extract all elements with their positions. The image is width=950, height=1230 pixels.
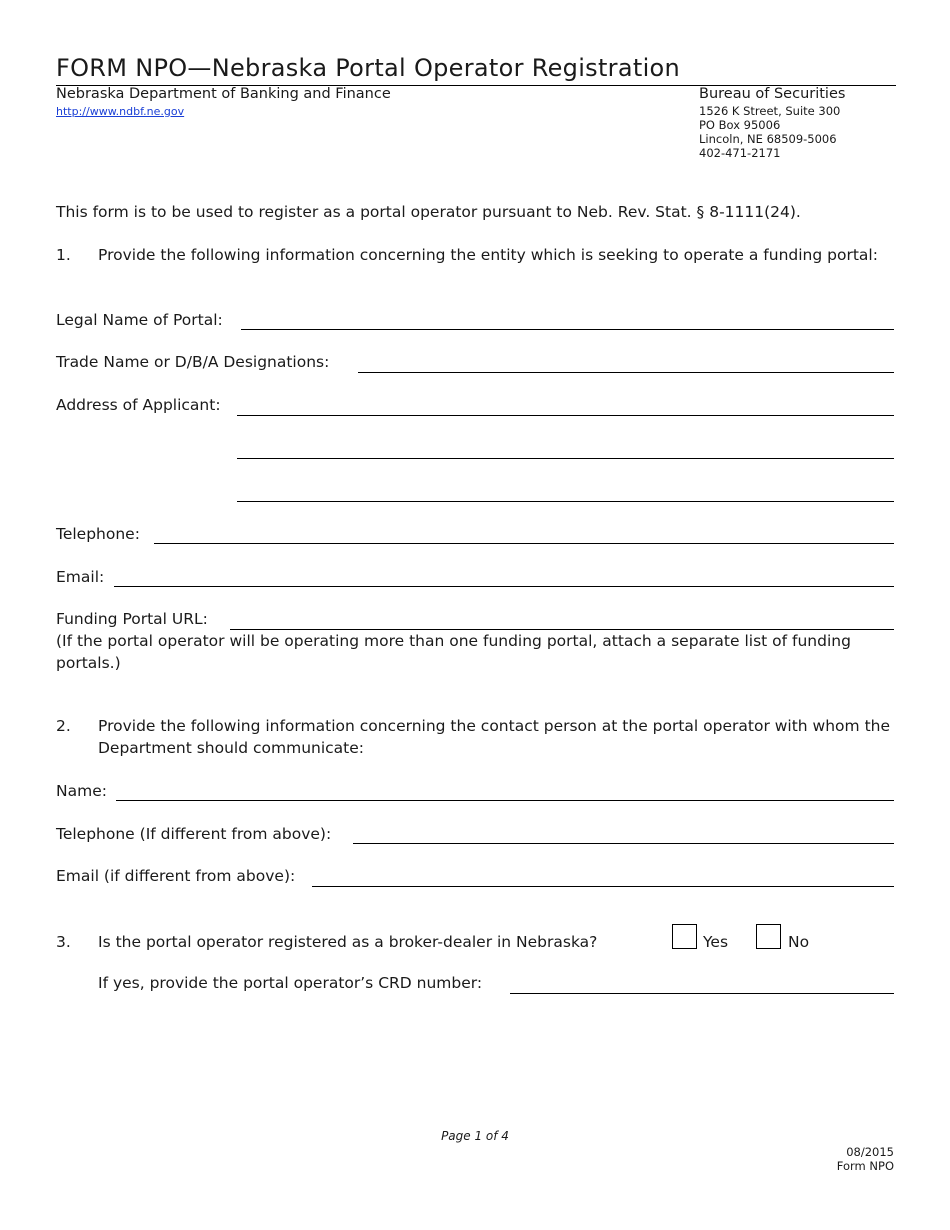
crd-number-label: If yes, provide the portal operator’s CRD number:: [98, 974, 483, 992]
trade-name-label: Trade Name or D/B/A Designations:: [56, 353, 330, 371]
section-2-instructions: Provide the following information concerning the contact person at the portal operator with whom the Department should communicate:: [98, 717, 891, 757]
bureau-address-line: Lincoln, NE 68509-5006: [699, 132, 837, 146]
page-number: Page 1 of 4: [441, 1129, 509, 1143]
yes-label: Yes: [703, 933, 729, 951]
no-label: No: [788, 933, 810, 951]
funding-portal-url-label: Funding Portal URL:: [56, 610, 208, 628]
telephone-field[interactable]: [154, 543, 894, 544]
contact-telephone-label: Telephone (If different from above):: [56, 825, 332, 843]
contact-email-label: Email (if different from above):: [56, 867, 296, 885]
address-field-line-2[interactable]: [237, 458, 894, 459]
section-1-number: 1.: [56, 246, 71, 264]
page-title: FORM NPO—Nebraska Portal Operator Registration: [56, 54, 681, 82]
bureau-address-line: PO Box 95006: [699, 118, 781, 132]
contact-name-label: Name:: [56, 782, 107, 800]
contact-telephone-field[interactable]: [353, 843, 894, 844]
section-3-number: 3.: [56, 933, 71, 951]
bureau-address-line: 1526 K Street, Suite 300: [699, 104, 841, 118]
address-field-line-3[interactable]: [237, 501, 894, 502]
yes-checkbox[interactable]: [672, 924, 697, 949]
department-name: Nebraska Department of Banking and Finance: [56, 86, 391, 102]
department-website-link[interactable]: http://www.ndbf.ne.gov: [56, 105, 185, 118]
funding-portal-note: (If the portal operator will be operating more than one funding portal, attach a separate list of funding portals.): [56, 632, 851, 672]
form-name-footer: Form NPO: [836, 1159, 894, 1173]
section-2-number: 2.: [56, 717, 71, 735]
crd-number-field[interactable]: [510, 993, 894, 994]
address-label: Address of Applicant:: [56, 396, 221, 414]
email-field[interactable]: [114, 586, 894, 587]
legal-name-field[interactable]: [241, 329, 894, 330]
telephone-label: Telephone:: [56, 525, 140, 543]
bureau-name: Bureau of Securities: [699, 86, 846, 102]
intro-text: This form is to be used to register as a portal operator pursuant to Neb. Rev. Stat. § 8-1111(24).: [56, 203, 801, 221]
legal-name-label: Legal Name of Portal:: [56, 311, 223, 329]
bureau-phone: 402-471-2171: [699, 146, 781, 160]
broker-dealer-question: Is the portal operator registered as a broker-dealer in Nebraska?: [98, 933, 598, 951]
contact-name-field[interactable]: [116, 800, 894, 801]
email-label: Email:: [56, 568, 105, 586]
contact-email-field[interactable]: [312, 886, 894, 887]
section-1-instructions: Provide the following information concerning the entity which is seeking to operate a funding portal:: [98, 246, 878, 264]
no-checkbox[interactable]: [756, 924, 781, 949]
form-revision-date: 08/2015: [846, 1145, 894, 1159]
address-field-line-1[interactable]: [237, 415, 894, 416]
trade-name-field[interactable]: [358, 372, 894, 373]
